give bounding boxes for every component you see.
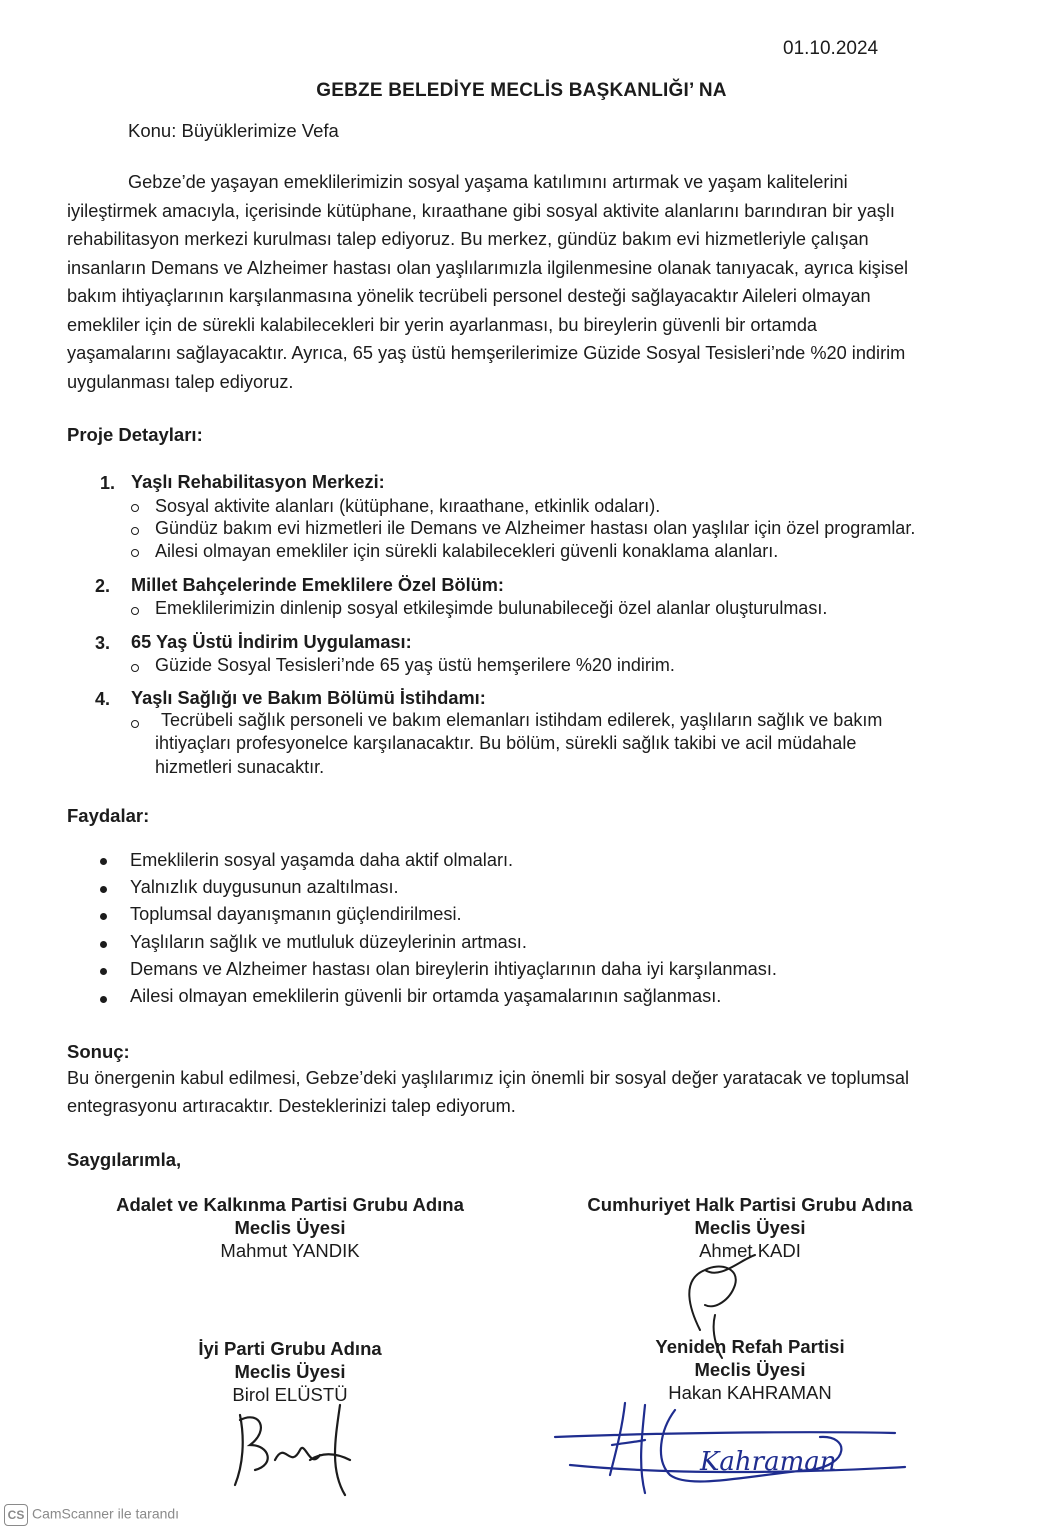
closing-line: Saygılarımla,: [67, 1149, 182, 1170]
project-item-title: 65 Yaş Üstü İndirim Uygulaması:: [131, 632, 412, 652]
benefit-item: Ailesi olmayan emeklilerin güvenli bir ortamda yaşamalarının sağlanması.: [130, 986, 722, 1006]
signatory-role: Meclis Üyesi: [234, 1361, 346, 1382]
intro-line: insanların Demans ve Alzheimer hastası olan yaşlılarımızla ilgilenmesine olanak tanıyacak, ayrıca kişisel: [67, 257, 909, 278]
intro-line: uygulanması talep ediyoruz.: [67, 371, 294, 392]
scanner-watermark: [4, 1504, 179, 1526]
bullet-icon: [100, 858, 107, 865]
bullet-icon: [100, 968, 107, 975]
benefit-item: Toplumsal dayanışmanın güçlendirilmesi.: [130, 904, 462, 924]
circle-bullet-icon: [131, 664, 139, 672]
project-item-title: Millet Bahçelerinde Emeklilere Özel Bölüm:: [131, 575, 504, 595]
bullet-icon: [100, 913, 107, 920]
project-item-number: 1.: [100, 473, 116, 493]
signatory-role: Meclis Üyesi: [234, 1217, 346, 1238]
camscanner-logo-icon: CS: [4, 1504, 28, 1526]
benefit-item: Yalnızlık duygusunun azaltılması.: [130, 877, 399, 897]
signatory-group: Cumhuriyet Halk Partisi Grubu Adına: [587, 1194, 913, 1215]
conclusion-line: entegrasyonu artıracaktır. Desteklerinizi talep ediyorum.: [67, 1096, 516, 1116]
signature-script: Kahraman: [700, 1447, 837, 1477]
bullet-icon: [100, 941, 107, 948]
signatory-group: Yeniden Refah Partisi: [655, 1336, 845, 1357]
signatory-name: Ahmet KADI: [699, 1240, 801, 1261]
conclusion-paragraph: [67, 1064, 972, 1120]
project-item-title: Yaşlı Sağlığı ve Bakım Bölümü İstihdamı:: [131, 688, 486, 708]
intro-line: bakım ihtiyaçlarının karşılanmasına yönelik tecrübeli personel desteği sağlayacaktır Aileleri olmayan: [67, 286, 871, 306]
bullet-icon: [100, 886, 107, 893]
signatory-role: Meclis Üyesi: [694, 1359, 806, 1380]
project-sub-item: Emeklilerimizin dinlenip sosyal etkileşimde bulunabileceği özel alanlar oluşturulması.: [155, 598, 828, 618]
scanner-text: CamScanner ile tarandı: [32, 1505, 180, 1522]
project-details-title: Proje Detayları:: [67, 424, 203, 445]
conclusion-title: Sonuç:: [67, 1041, 130, 1062]
intro-line: iyileştirmek amacıyla, içerisinde kütüphane, kıraathane gibi sosyal aktivite alanlarını barındıran bir yaşlı: [67, 200, 895, 221]
project-sub-item: Sosyal aktivite alanları (kütüphane, kıraathane, etkinlik odaları).: [155, 496, 661, 516]
bullet-icon: [100, 996, 107, 1003]
intro-paragraph: [67, 168, 972, 396]
project-sub-item: Tecrübeli sağlık personeli ve bakım elemanları istihdam edilerek, yaşlıların sağlık ve bakım: [161, 710, 883, 730]
signatory-akp: [90, 1193, 490, 1262]
document-date: 01.10.2024: [783, 38, 879, 59]
chp-handwritten-signature: [660, 1240, 780, 1360]
circle-bullet-icon: [131, 504, 139, 512]
subject-line: Konu: Büyüklerimize Vefa: [128, 120, 339, 141]
project-sub-item: Gündüz bakım evi hizmetleri ile Demans ve Alzheimer hastası olan yaşlılar için özel programlar.: [155, 518, 916, 538]
project-item-number: 4.: [95, 689, 111, 709]
yrp-handwritten-signature: [550, 1395, 910, 1505]
intro-line: rehabilitasyon merkezi kurulması talep ediyoruz. Bu merkez, gündüz bakım evi hizmetleriyle çalışan: [67, 229, 869, 249]
signatory-name: Mahmut YANDIK: [220, 1240, 360, 1261]
project-sub-item-continued: hizmetleri sunacaktır.: [155, 757, 325, 777]
project-sub-item: Güzide Sosyal Tesisleri’nde 65 yaş üstü hemşerilere %20 indirim.: [155, 655, 675, 675]
intro-line: emekliler için de sürekli kalabilecekleri bir yerin ayarlanması, bu bireylerin güvenli bir ortamda: [67, 314, 818, 335]
project-item-number: 3.: [95, 633, 111, 653]
benefit-item: Emeklilerin sosyal yaşamda daha aktif olmaları.: [130, 850, 514, 870]
signatory-name: Birol ELÜSTÜ: [232, 1384, 348, 1405]
benefits-title: Faydalar:: [67, 805, 150, 826]
intro-line: yaşamalarını sağlayacaktır. Ayrıca, 65 yaş üstü hemşerilerimize Güzide Sosyal Tesisleri’nde %20 indirim: [67, 343, 906, 363]
circle-bullet-icon: [131, 720, 139, 728]
conclusion-line: Bu önergenin kabul edilmesi, Gebze’deki yaşlılarımız için önemli bir sosyal değer yaratacak ve toplumsal: [67, 1068, 910, 1088]
circle-bullet-icon: [131, 527, 139, 535]
benefit-item: Yaşlıların sağlık ve mutluluk düzeylerinin artması.: [130, 932, 527, 952]
iyi-handwritten-signature: [215, 1400, 365, 1500]
document-heading: GEBZE BELEDİYE MECLİS BAŞKANLIĞI’ NA: [316, 80, 727, 101]
project-sub-item: Ailesi olmayan emekliler için sürekli kalabilecekleri güvenli konaklama alanları.: [155, 541, 779, 561]
circle-bullet-icon: [131, 607, 139, 615]
intro-line: Gebze’de yaşayan emeklilerimizin sosyal yaşama katılımını artırmak ve yaşam kalitelerini: [128, 172, 848, 192]
signatory-role: Meclis Üyesi: [694, 1217, 806, 1238]
project-item-title: Yaşlı Rehabilitasyon Merkezi:: [131, 472, 385, 492]
circle-bullet-icon: [131, 549, 139, 557]
project-item-number: 2.: [95, 576, 111, 596]
signatory-iyi: [140, 1337, 440, 1406]
signatory-group: Adalet ve Kalkınma Partisi Grubu Adına: [116, 1194, 464, 1215]
signatory-group: İyi Parti Grubu Adına: [198, 1338, 382, 1359]
benefit-item: Demans ve Alzheimer hastası olan bireylerin ihtiyaçlarının daha iyi karşılanması.: [130, 959, 777, 979]
project-sub-item-continued: ihtiyaçları profesyonelce karşılanacaktır. Bu bölüm, sürekli sağlık takibi ve acil müdahale: [155, 733, 857, 753]
signatory-name: Hakan KAHRAMAN: [668, 1382, 832, 1403]
